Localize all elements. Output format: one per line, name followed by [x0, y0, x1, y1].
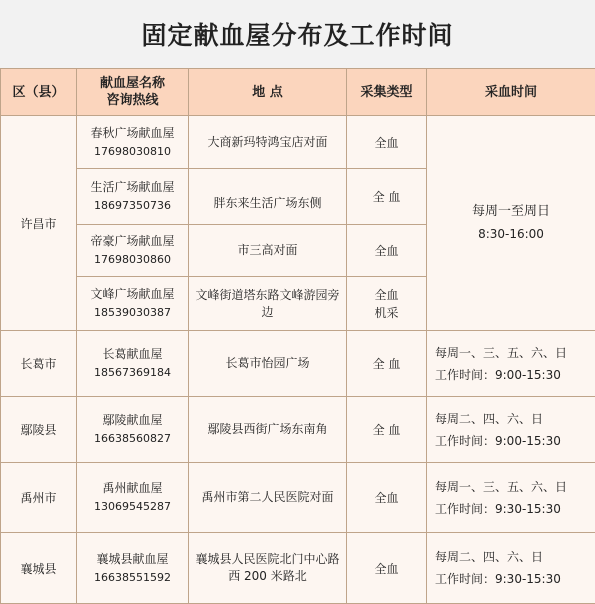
header-row: [1, 69, 595, 116]
location-cell: [189, 277, 347, 331]
county-cell: 长葛市: [1, 331, 77, 397]
table-row: [1, 116, 595, 169]
house-phone: 18567369184: [94, 366, 171, 379]
time-hours: 工作时间：9:00-15:30: [435, 367, 561, 382]
page-title: 固定献血屋分布及工作时间: [0, 0, 595, 69]
county-cell: 许昌市: [1, 116, 77, 331]
location-text: 禹州市第二人民医院对面: [201, 490, 334, 504]
type-cell: 全 血: [347, 169, 427, 225]
time-cell: [427, 463, 595, 533]
location-text: 胖东来生活广场东侧: [213, 196, 322, 210]
table-row: [1, 331, 595, 397]
table-row: [1, 463, 595, 533]
location-text: 襄城县人民医院北门中心路西 200 米路北: [195, 552, 340, 583]
header-hotline: 咨询热线: [106, 93, 159, 108]
location-cell: [189, 331, 347, 397]
header-time: 采血时间: [427, 69, 595, 116]
location-cell: [189, 116, 347, 169]
type-cell: 全血: [347, 116, 427, 169]
type-cell: 全血: [347, 225, 427, 277]
location-cell: [189, 225, 347, 277]
house-cell: [77, 169, 189, 225]
time-days: 每周二、四、六、日: [435, 550, 544, 564]
location-cell: [189, 397, 347, 463]
time-cell: [427, 533, 595, 604]
house-phone: 18697350736: [94, 199, 171, 212]
type-cell: 全血: [347, 533, 427, 604]
house-name: 春秋广场献血屋: [90, 125, 175, 140]
header-county: 区（县）: [1, 69, 77, 116]
house-cell: [77, 277, 189, 331]
house-name: 禹州献血屋: [102, 481, 163, 495]
house-cell: [77, 225, 189, 277]
house-cell: [77, 533, 189, 604]
header-location: 地 点: [189, 69, 347, 116]
type-text-2: 机采: [374, 305, 399, 320]
time-hours: 工作时间：9:30-15:30: [435, 501, 561, 516]
header-house: [77, 69, 189, 116]
time-days: 每周一、三、五、六、日: [435, 345, 568, 360]
house-phone: 17698030860: [94, 253, 171, 266]
house-phone: 13069545287: [94, 500, 171, 513]
time-days: 每周一、三、五、六、日: [435, 479, 568, 494]
time-cell: [427, 116, 595, 331]
house-cell: [77, 397, 189, 463]
house-phone: 18539030387: [94, 306, 171, 319]
blood-house-table: [0, 68, 595, 604]
house-phone: 16638560827: [94, 432, 171, 445]
time-hours: 工作时间：9:00-15:30: [435, 433, 561, 448]
county-cell: 禹州市: [1, 463, 77, 533]
type-text: 全血: [374, 287, 399, 302]
house-name: 帝豪广场献血屋: [90, 234, 175, 248]
location-cell: [189, 169, 347, 225]
house-cell: [77, 116, 189, 169]
county-cell: 襄城县: [1, 533, 77, 604]
house-name: 长葛献血屋: [102, 347, 163, 361]
type-cell: 全 血: [347, 397, 427, 463]
type-cell: 全血: [347, 463, 427, 533]
house-phone: 17698030810: [94, 144, 171, 158]
type-cell: [347, 277, 427, 331]
house-cell: [77, 331, 189, 397]
time-days: 每周一至周日: [471, 204, 550, 219]
location-text: 大商新玛特鸿宝店对面: [207, 134, 328, 149]
time-days: 每周二、四、六、日: [435, 411, 544, 426]
header-type: 采集类型: [347, 69, 427, 116]
table-row: [1, 533, 595, 604]
location-cell: [189, 533, 347, 604]
time-hours: 工作时间：9:30-15:30: [435, 572, 561, 586]
table-row: [1, 397, 595, 463]
house-phone: 16638551592: [94, 570, 171, 584]
location-text: 鄢陵县西街广场东南角: [207, 422, 328, 436]
county-cell: 鄢陵县: [1, 397, 77, 463]
house-name: 鄢陵献血屋: [102, 413, 163, 427]
house-name: 文峰广场献血屋: [90, 287, 175, 301]
time-hours: 8:30-16:00: [478, 227, 544, 241]
location-text: 文峰街道塔东路文峰游园旁边: [195, 287, 340, 319]
time-cell: [427, 397, 595, 463]
header-house-name: 献血屋名称: [99, 76, 165, 91]
time-cell: [427, 331, 595, 397]
location-text: 市三高对面: [237, 243, 298, 257]
house-name: 襄城县献血屋: [96, 551, 169, 566]
type-cell: 全 血: [347, 331, 427, 397]
location-text: 长葛市怡园广场: [225, 356, 310, 370]
house-name: 生活广场献血屋: [90, 180, 175, 194]
location-cell: [189, 463, 347, 533]
house-cell: [77, 463, 189, 533]
